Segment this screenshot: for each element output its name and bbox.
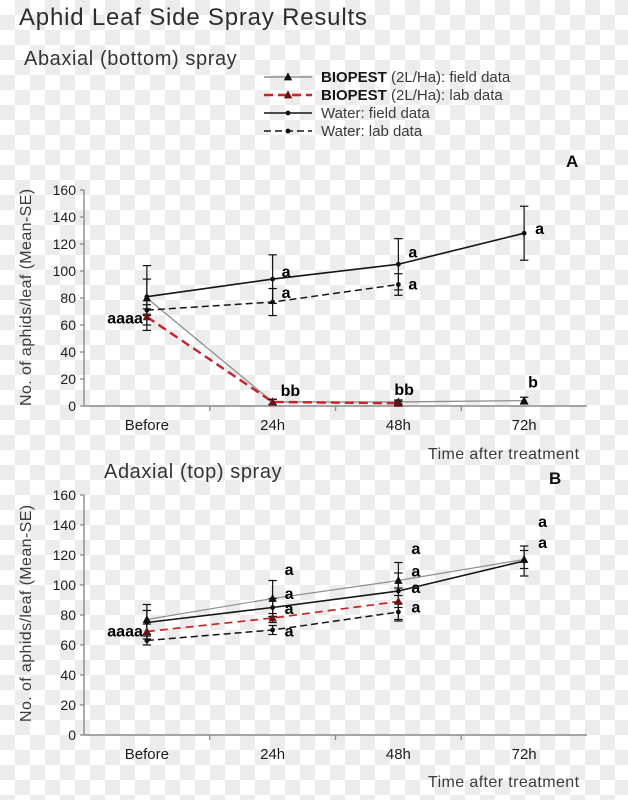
svg-text:a: a	[408, 276, 418, 294]
svg-text:40: 40	[60, 667, 76, 683]
svg-text:a: a	[411, 563, 421, 581]
svg-text:120: 120	[52, 236, 76, 252]
svg-text:aaaa: aaaa	[107, 310, 143, 328]
svg-text:a: a	[411, 580, 421, 597]
svg-text:24h: 24h	[260, 746, 286, 763]
figure-title: Aphid Leaf Side Spray Results	[19, 4, 368, 31]
svg-text:72h: 72h	[511, 417, 537, 434]
svg-text:100: 100	[52, 577, 76, 593]
legend-label: BIOPEST (2L/Ha): field data	[321, 68, 511, 86]
svg-text:Before: Before	[124, 746, 169, 763]
svg-text:100: 100	[52, 263, 76, 279]
panel-b-subtitle: Adaxial (top) spray	[104, 461, 283, 483]
svg-text:80: 80	[60, 607, 76, 623]
svg-text:a: a	[408, 244, 418, 262]
svg-text:72h: 72h	[511, 746, 537, 763]
svg-text:a: a	[281, 264, 291, 282]
panel-b-x-axis-title: Time after treatment	[428, 774, 580, 791]
svg-text:20: 20	[60, 697, 76, 713]
svg-text:bb: bb	[394, 381, 414, 399]
panel-a-x-axis-title: Time after treatment	[428, 446, 580, 463]
svg-text:a: a	[284, 562, 294, 579]
svg-text:160: 160	[52, 182, 76, 198]
svg-text:20: 20	[60, 371, 76, 387]
svg-text:140: 140	[52, 209, 76, 225]
svg-text:a: a	[411, 599, 421, 617]
svg-text:b: b	[528, 374, 538, 392]
legend-label: Water: field data	[321, 104, 430, 122]
panel-b-y-axis-title: No. of aphids/leaf (Mean-SE)	[18, 504, 35, 722]
svg-text:0: 0	[68, 727, 76, 743]
panel-a-letter: A	[566, 152, 579, 171]
svg-text:Before: Before	[124, 417, 169, 434]
svg-text:a: a	[281, 285, 291, 303]
svg-text:140: 140	[52, 517, 76, 533]
svg-text:a: a	[538, 535, 548, 552]
svg-text:160: 160	[52, 487, 76, 503]
svg-text:40: 40	[60, 344, 76, 360]
svg-text:a: a	[284, 601, 294, 618]
svg-text:60: 60	[60, 317, 76, 333]
svg-text:bb: bb	[280, 382, 301, 400]
svg-text:80: 80	[60, 290, 76, 306]
svg-text:48h: 48h	[385, 417, 411, 434]
svg-text:a: a	[411, 541, 421, 558]
svg-text:24h: 24h	[260, 417, 286, 434]
svg-text:a: a	[284, 586, 294, 603]
svg-text:0: 0	[68, 398, 76, 414]
svg-text:a: a	[535, 221, 545, 239]
panel-a-y-axis-title: No. of aphids/leaf (Mean-SE)	[18, 188, 35, 406]
legend-label: BIOPEST (2L/Ha): lab data	[321, 86, 503, 104]
svg-text:60: 60	[60, 637, 76, 653]
legend-label: Water: lab data	[321, 122, 423, 140]
panel-a-subtitle: Abaxial (bottom) spray	[24, 48, 238, 70]
svg-text:a: a	[538, 514, 548, 531]
svg-text:aaaa: aaaa	[107, 623, 143, 641]
svg-text:a: a	[284, 623, 294, 641]
panel-b-letter: B	[549, 469, 562, 488]
svg-text:48h: 48h	[385, 746, 411, 763]
svg-text:120: 120	[52, 547, 76, 563]
